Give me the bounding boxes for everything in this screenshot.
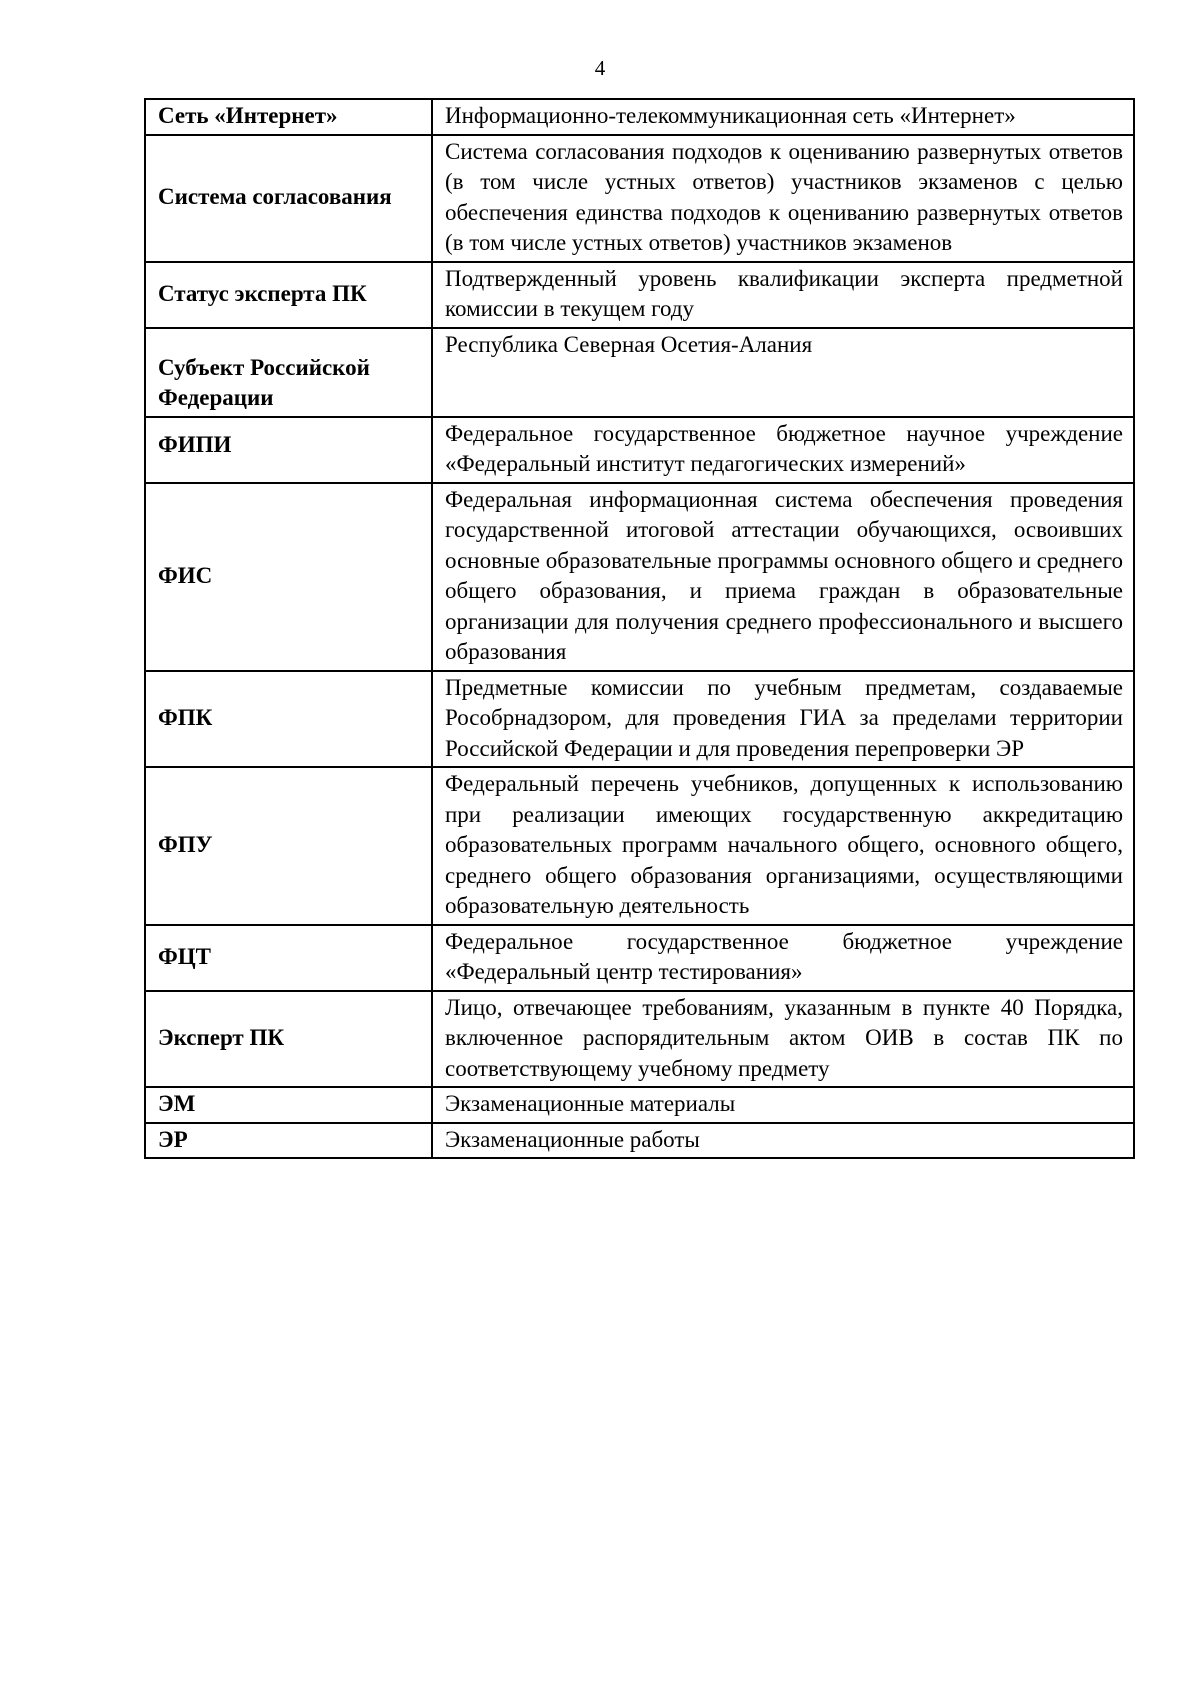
definition-cell: Система согласования подходов к оцениванию развернутых ответов (в том числе устных ответов) участников экзаменов с целью обеспечения единства подходов к оцениванию развернутых ответов (в том числе устных ответов) участников экзаменов [432, 135, 1134, 262]
table-row [145, 1123, 1134, 1159]
table-row [145, 417, 1134, 483]
term-cell: ФПУ [145, 767, 432, 925]
table-row [145, 483, 1134, 671]
table-row [145, 671, 1134, 768]
definition-cell: Федеральный перечень учебников, допущенных к использованию при реализации имеющих государственную аккредитацию образовательных программ начального общего, основного общего, среднего общего образования организациями, осуществляющими образовательную деятельность [432, 767, 1134, 925]
table-row [145, 767, 1134, 925]
definition-cell: Лицо, отвечающее требованиям, указанным в пункте 40 Порядка, включенное распорядительным актом ОИВ в состав ПК по соответствующему учебному предмету [432, 991, 1134, 1088]
definition-cell: Федеральное государственное бюджетное научное учреждение «Федеральный институт педагогических измерений» [432, 417, 1134, 483]
term-cell: ФИС [145, 483, 432, 671]
term-cell: ЭР [145, 1123, 432, 1159]
definition-cell: Федеральная информационная система обеспечения проведения государственной итоговой аттестации обучающихся, освоивших основные образовательные программы основного общего и среднего общего образования, и приема граждан в образовательные организации для получения среднего профессионального и высшего образования [432, 483, 1134, 671]
table-row [145, 925, 1134, 991]
term-cell: Эксперт ПК [145, 991, 432, 1088]
table-row [145, 1087, 1134, 1123]
table-row [145, 99, 1134, 135]
term-cell: ФЦТ [145, 925, 432, 991]
abbreviations-table [144, 98, 1135, 1159]
definition-cell: Предметные комиссии по учебным предметам, создаваемые Рособрнадзором, для проведения ГИА за пределами территории Российской Федерации и для проведения перепроверки ЭР [432, 671, 1134, 768]
definition-cell: Экзаменационные работы [432, 1123, 1134, 1159]
definition-cell: Республика Северная Осетия-Алания [432, 328, 1134, 417]
definition-cell: Экзаменационные материалы [432, 1087, 1134, 1123]
definition-cell: Информационно-телекоммуникационная сеть «Интернет» [432, 99, 1134, 135]
term-cell: ЭМ [145, 1087, 432, 1123]
term-cell: ФПК [145, 671, 432, 768]
table-row [145, 262, 1134, 328]
term-cell: Статус эксперта ПК [145, 262, 432, 328]
definition-cell: Подтвержденный уровень квалификации эксперта предметной комиссии в текущем году [432, 262, 1134, 328]
term-cell: Сеть «Интернет» [145, 99, 432, 135]
definition-cell: Федеральное государственное бюджетное учреждение «Федеральный центр тестирования» [432, 925, 1134, 991]
term-cell: ФИПИ [145, 417, 432, 483]
page-number: 4 [594, 56, 606, 80]
table-row [145, 135, 1134, 262]
term-cell: Субъект Российской Федерации [145, 328, 432, 417]
table-row [145, 991, 1134, 1088]
table-row [145, 328, 1134, 417]
term-cell: Система согласования [145, 135, 432, 262]
